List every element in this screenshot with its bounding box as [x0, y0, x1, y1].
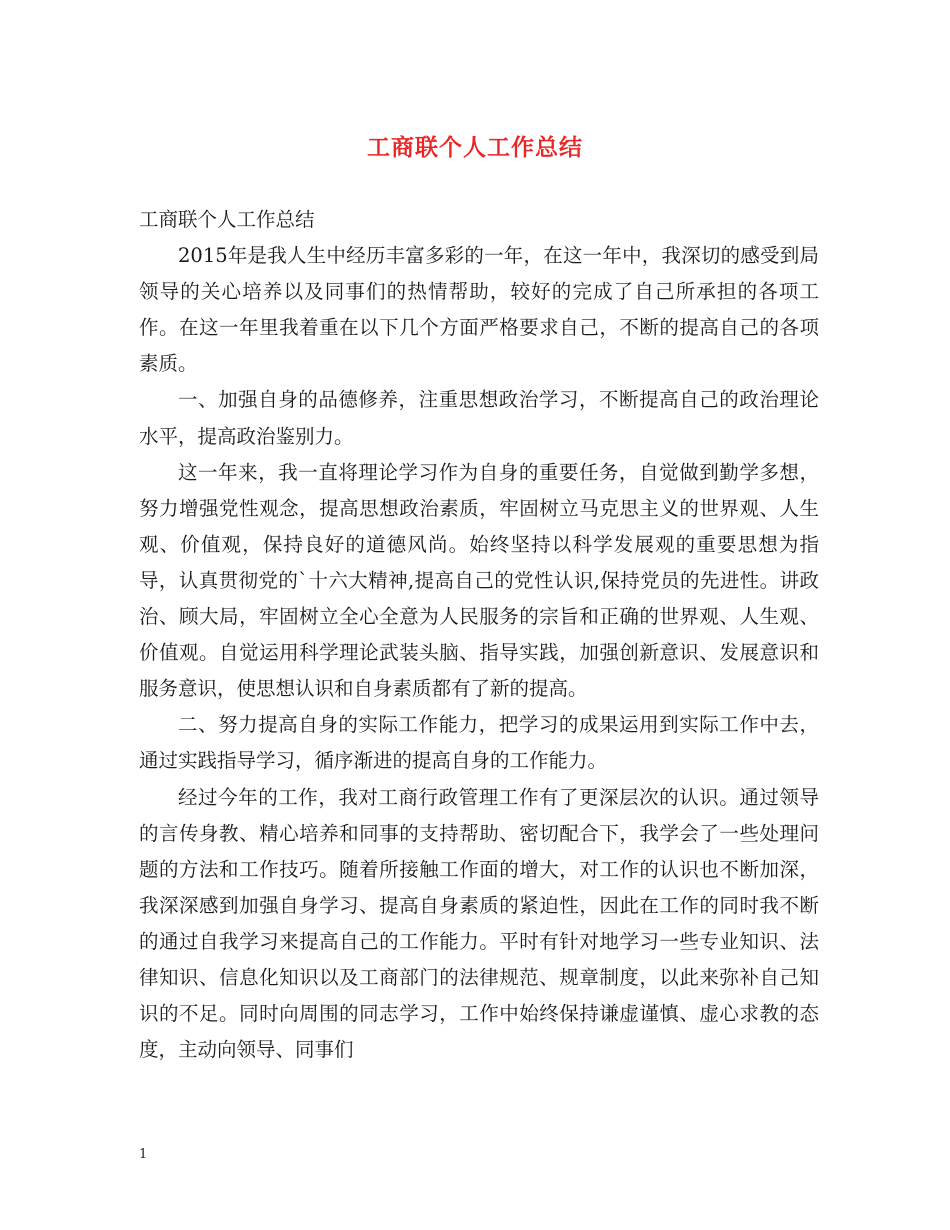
document-title: 工商联个人工作总结: [367, 134, 583, 161]
page-number: 1: [139, 1147, 148, 1162]
paragraph-heading-1: 一、加强自身的品德修养，注重思想政治学习，不断提高自己的政治理论水平，提高政治鉴别力。: [139, 388, 819, 448]
paragraph-intro: 2015年是我人生中经历丰富多彩的一年，在这一年中，我深切的感受到局领导的关心培养以及同事们的热情帮助，较好的完成了自己所承担的各项工作。在这一年里我着重在以下几个方面严格要求自己，不断的提高自己的各项素质。: [139, 244, 819, 376]
document-subtitle: 工商联个人工作总结: [139, 208, 315, 231]
document-body: [139, 202, 819, 1068]
paragraph-work-ability: 经过今年的工作，我对工商行政管理工作有了更深层次的认识。通过领导的言传身教、精心培养和同事的支持帮助、密切配合下，我学会了一些处理问题的方法和工作技巧。随着所接触工作面的增大，对工作的认识也不断加深，我深深感到加强自身学习、提高自身素质的紧迫性，因此在工作的同时我不断的通过自我学习来提高自己的工作能力。平时有针对地学习一些专业知识、法律知识、信息化知识以及工商部门的法律规范、规章制度，以此来弥补自己知识的不足。同时向周围的同志学习，工作中始终保持谦虚谨慎、虚心求教的态度，主动向领导、同事们: [139, 785, 819, 1062]
paragraph-heading-2: 二、努力提高自身的实际工作能力，把学习的成果运用到实际工作中去，通过实践指导学习，循序渐进的提高自身的工作能力。: [139, 713, 819, 773]
paragraph-theory-study: 这一年来，我一直将理论学习作为自身的重要任务，自觉做到勤学多想，努力增强党性观念，提高思想政治素质，牢固树立马克思主义的世界观、人生观、价值观，保持良好的道德风尚。始终坚持以科学发展观的重要思想为指导，认真贯彻党的`十六大精神,提高自己的党性认识,保持党员的先进性。讲政治、顾大局，牢固树立全心全意为人民服务的宗旨和正确的世界观、人生观、价值观。自觉运用科学理论武装头脑、指导实践，加强创新意识、发展意识和服务意识，使思想认识和自身素质都有了新的提高。: [139, 460, 819, 701]
